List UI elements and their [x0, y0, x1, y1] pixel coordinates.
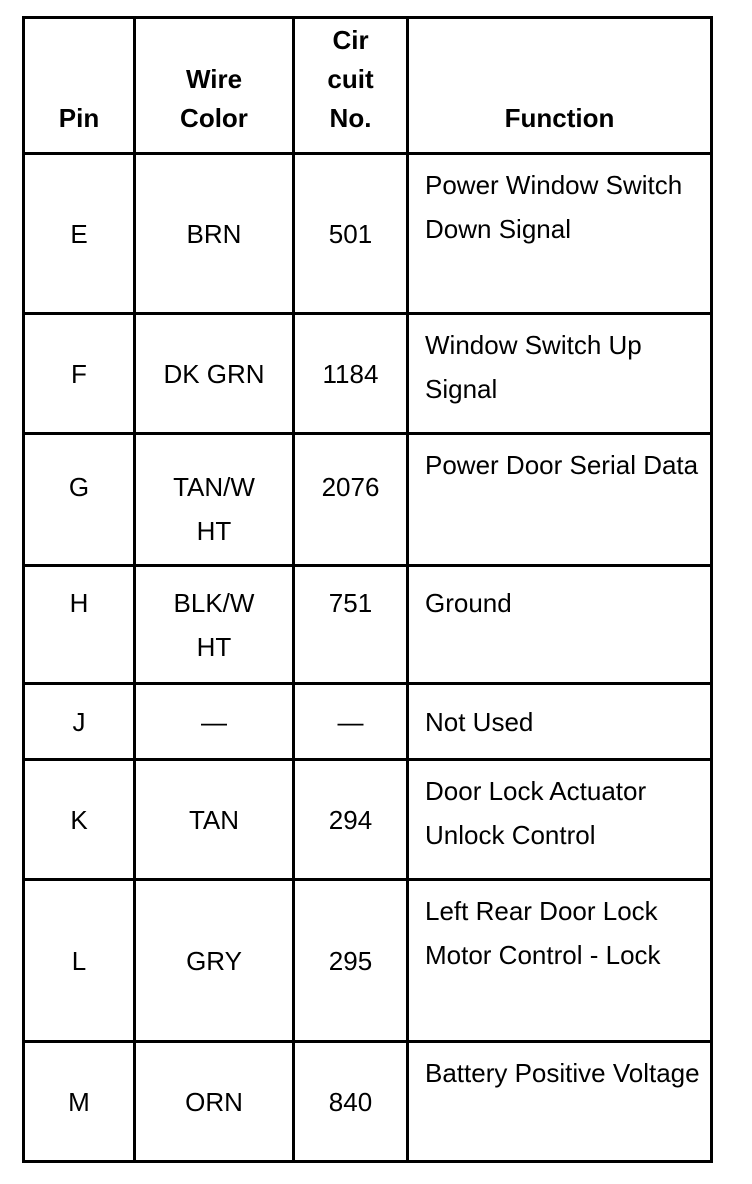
cell-wire-color: ORN [135, 1042, 294, 1162]
cell-pin: F [24, 314, 135, 434]
cell-circuit: 1184 [294, 314, 408, 434]
header-circuit-no: Cir cuit No. [294, 18, 408, 154]
cell-circuit: 751 [294, 566, 408, 684]
cell-function: Battery Positive Voltage [408, 1042, 712, 1162]
cell-pin: G [24, 434, 135, 566]
cell-function: Ground [408, 566, 712, 684]
connector-pinout-table [22, 16, 713, 1163]
table-row [24, 684, 712, 760]
table-row [24, 566, 712, 684]
cell-function: Window Switch Up Signal [408, 314, 712, 434]
cell-wire-color: — [135, 684, 294, 760]
cell-function: Door Lock Actuator Unlock Control [408, 760, 712, 880]
cell-circuit: 294 [294, 760, 408, 880]
cell-wire-color: BLK/WHT [135, 566, 294, 684]
cell-wire-color: TAN/WHT [135, 434, 294, 566]
cell-function: Left Rear Door Lock Motor Control - Lock [408, 880, 712, 1042]
table-row [24, 760, 712, 880]
cell-pin: M [24, 1042, 135, 1162]
header-pin: Pin [24, 18, 135, 154]
cell-function: Power Door Serial Data [408, 434, 712, 566]
cell-circuit: — [294, 684, 408, 760]
table-row [24, 154, 712, 314]
cell-circuit: 2076 [294, 434, 408, 566]
cell-function: Power Window Switch Down Signal [408, 154, 712, 314]
header-wire-color: Wire Color [135, 18, 294, 154]
cell-circuit: 840 [294, 1042, 408, 1162]
header-function: Function [408, 18, 712, 154]
cell-circuit: 295 [294, 880, 408, 1042]
cell-pin: J [24, 684, 135, 760]
table-row [24, 880, 712, 1042]
cell-wire-color: BRN [135, 154, 294, 314]
cell-pin: L [24, 880, 135, 1042]
table-row [24, 1042, 712, 1162]
cell-wire-color: TAN [135, 760, 294, 880]
cell-pin: E [24, 154, 135, 314]
table-row [24, 314, 712, 434]
cell-function: Not Used [408, 684, 712, 760]
table-header-row [24, 18, 712, 154]
cell-circuit: 501 [294, 154, 408, 314]
cell-pin: H [24, 566, 135, 684]
cell-wire-color: GRY [135, 880, 294, 1042]
table-row [24, 434, 712, 566]
cell-pin: K [24, 760, 135, 880]
cell-wire-color: DK GRN [135, 314, 294, 434]
